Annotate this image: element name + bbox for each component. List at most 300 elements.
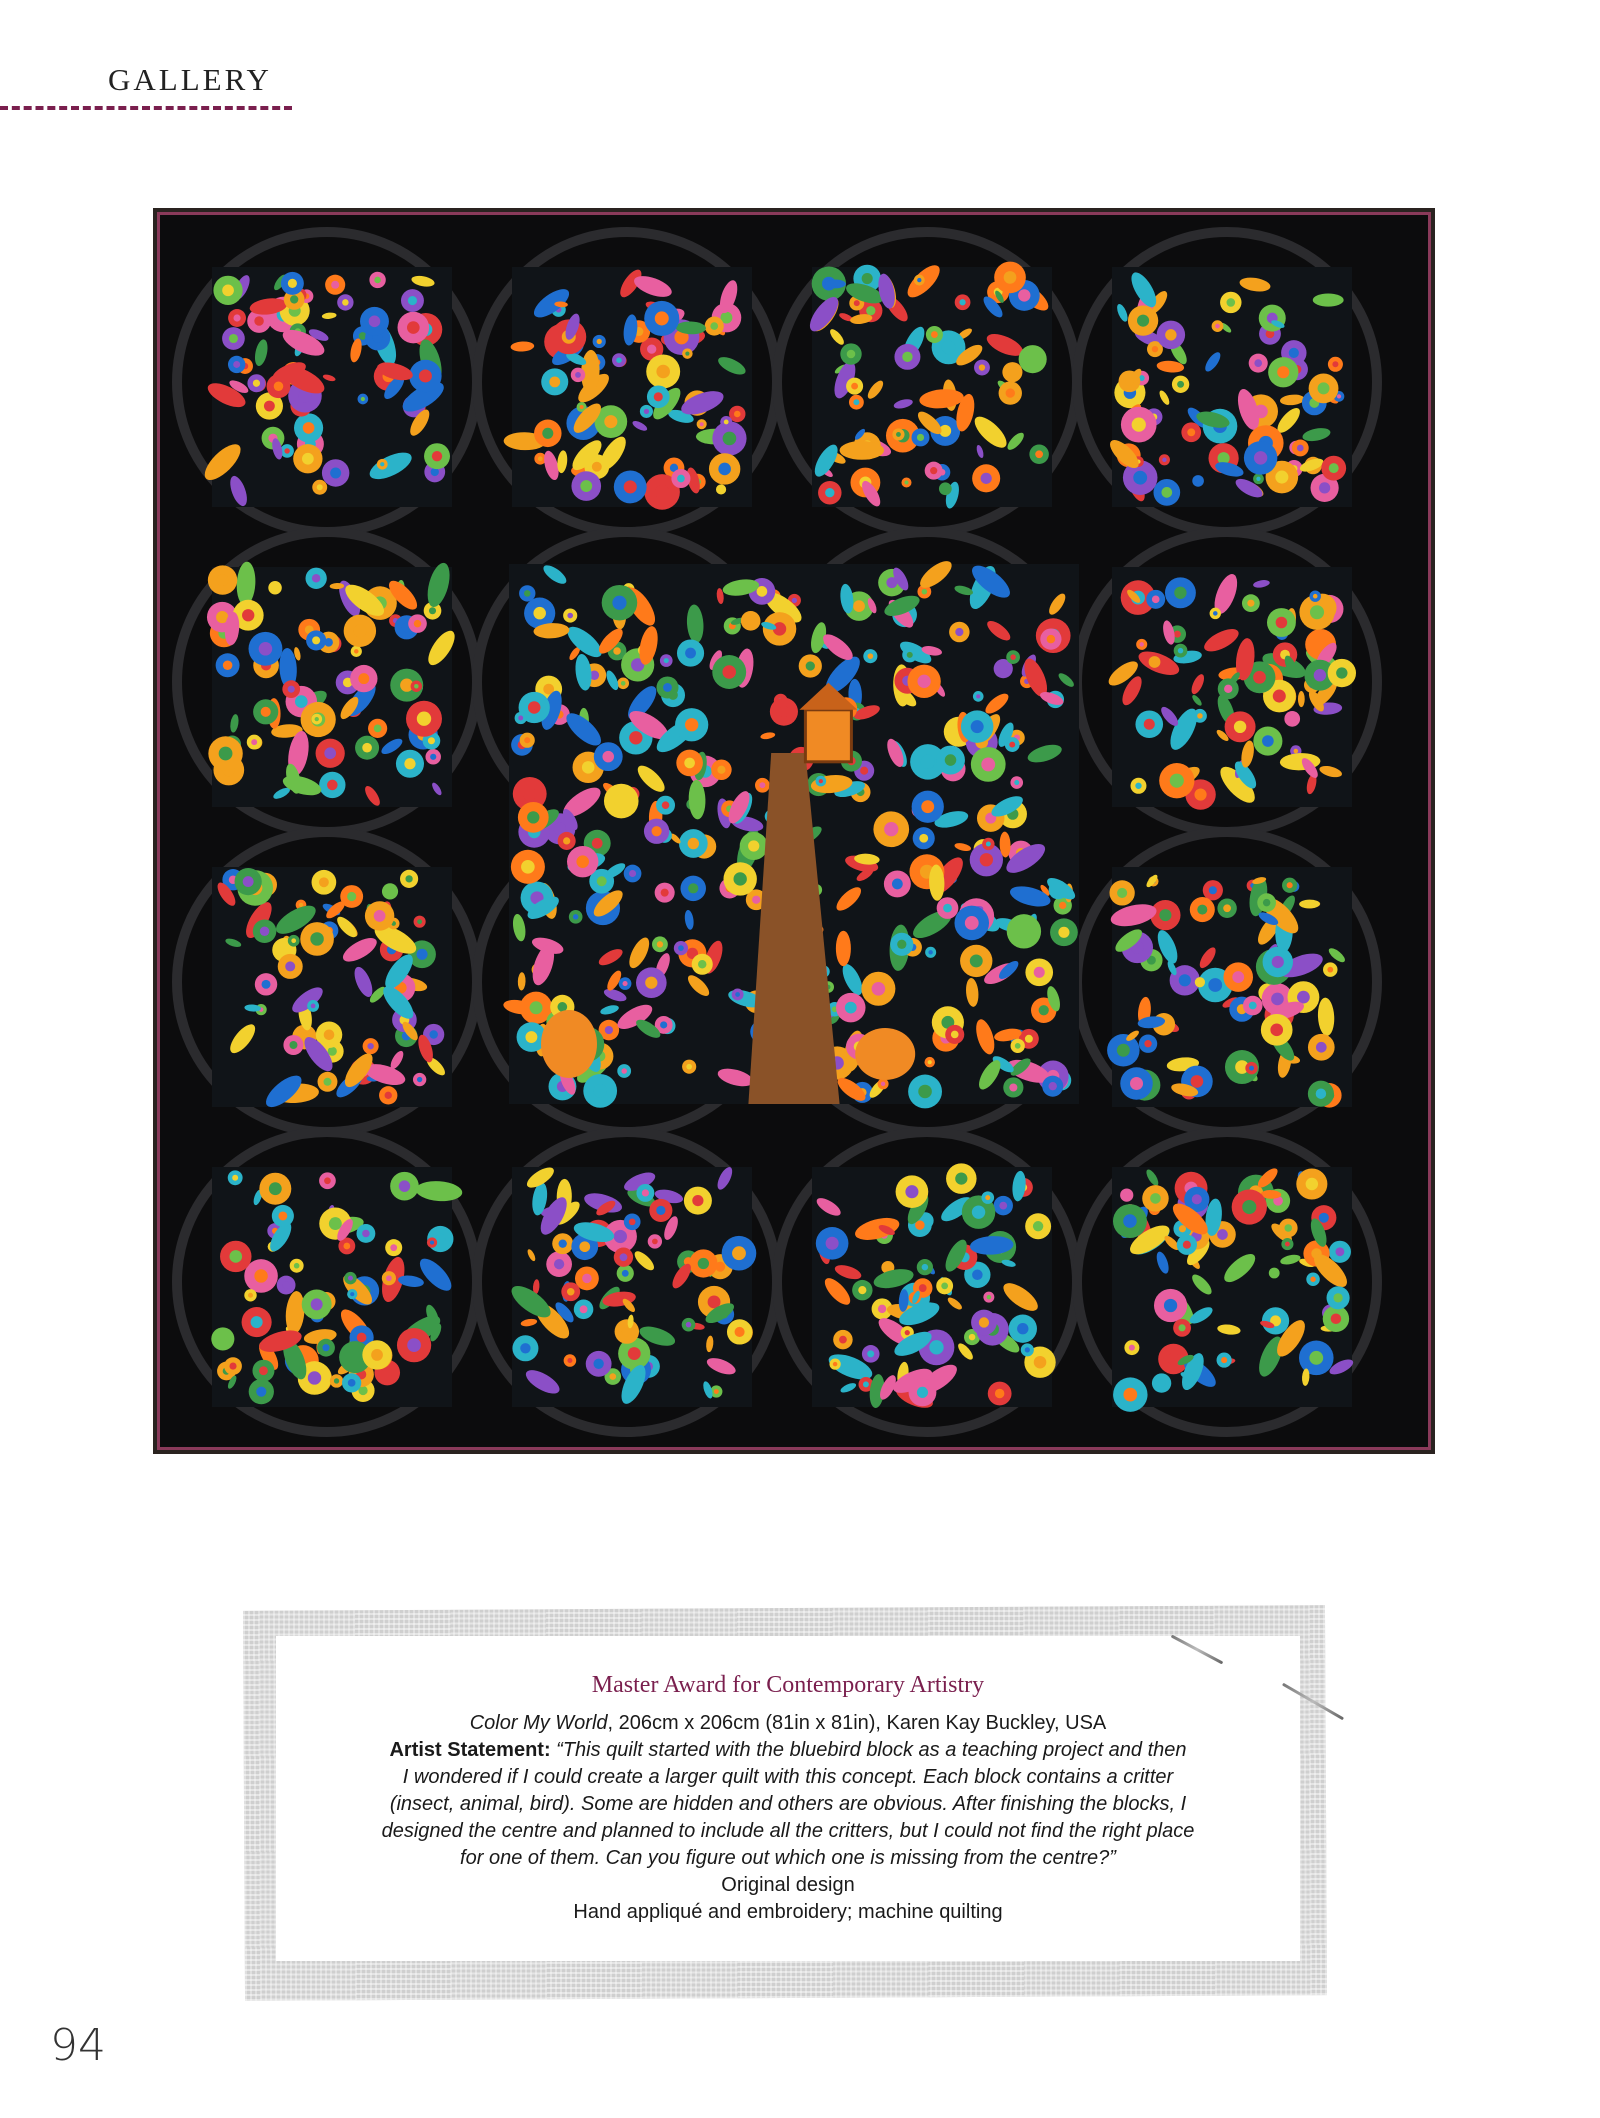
flower-center [1249, 1066, 1254, 1071]
flower-center [419, 369, 432, 382]
flower-center [416, 949, 427, 960]
section-header [0, 62, 295, 112]
flower-center [1263, 899, 1270, 906]
flower-center [1224, 685, 1232, 693]
flower-center [604, 415, 617, 428]
flower-center [580, 405, 584, 409]
flower-center [647, 344, 656, 353]
flower-center [390, 1244, 397, 1251]
flower-center [1161, 487, 1172, 498]
flower-center [971, 720, 984, 733]
flower-center [806, 661, 815, 670]
flower-center [955, 628, 963, 636]
award-title: Master Award for Contemporary Artistry [591, 1672, 985, 1698]
flower-center [1125, 377, 1134, 386]
flower-center [677, 475, 685, 483]
flower-center [349, 1351, 362, 1364]
flower-center [1039, 1005, 1049, 1015]
flower-center [348, 1276, 353, 1281]
flower-center [987, 1295, 991, 1299]
flower-center [1319, 482, 1330, 493]
flower-center [748, 840, 759, 851]
flower-center [692, 1195, 703, 1206]
flower-center [860, 767, 868, 775]
page-number: 94 [50, 2020, 106, 2071]
flower-center [1123, 1388, 1137, 1402]
flower-center [1059, 902, 1066, 909]
flower-center [430, 1241, 434, 1245]
flower-center [597, 876, 607, 886]
flower-center [959, 299, 965, 305]
flower-center [905, 1330, 910, 1335]
flower-center [261, 707, 271, 717]
flower-center [1262, 735, 1274, 747]
flower-center [661, 889, 669, 897]
flower-center [624, 480, 637, 493]
flower-center [723, 432, 737, 446]
flower-center [353, 624, 366, 637]
flower-center [521, 860, 535, 874]
flower-center [259, 642, 273, 656]
flower-center [580, 480, 592, 492]
flower-center [311, 1004, 316, 1009]
flower-center [1327, 967, 1333, 973]
flower-center [642, 1189, 649, 1196]
flower-center [942, 341, 956, 355]
flower-center [662, 801, 670, 809]
flower-center [698, 960, 706, 968]
flower-center [1047, 635, 1055, 643]
flower-center [386, 1275, 392, 1281]
flower-center [986, 841, 991, 846]
flower-center [825, 488, 834, 497]
flower-center [1033, 1221, 1043, 1231]
design-line: Original design [721, 1874, 855, 1896]
flower-center [523, 787, 537, 801]
flower-center [1018, 289, 1030, 301]
flower-center [629, 731, 642, 744]
flower-center [254, 316, 263, 325]
flower-center [1010, 654, 1015, 659]
flower-center [1198, 980, 1202, 984]
flower-center [826, 1237, 839, 1250]
flower-center [233, 314, 240, 321]
flower-center [897, 940, 906, 949]
flower-center [1152, 660, 1157, 665]
section-title: GALLERY [108, 62, 272, 97]
flower-center [722, 665, 736, 679]
flower-center [288, 279, 297, 288]
flower-center [229, 1250, 242, 1263]
flower-center [1277, 366, 1289, 378]
flower-center [847, 350, 856, 359]
flower-center [1129, 1345, 1135, 1351]
flower-center [652, 826, 662, 836]
flower-center [428, 737, 435, 744]
flower-center [678, 945, 684, 951]
flower-center [1139, 642, 1143, 646]
flower-center [684, 758, 695, 769]
quilt-details-line [296, 1710, 1280, 1737]
flower-center [652, 1239, 658, 1245]
flower-center [917, 434, 924, 441]
flower-center [1273, 690, 1286, 703]
flower-center [955, 1173, 967, 1185]
flower-center [251, 1316, 263, 1328]
flower-center [614, 794, 628, 808]
flower-center [259, 1366, 268, 1375]
flower-center [348, 1379, 356, 1387]
flower-center [664, 658, 669, 663]
flower-center [655, 311, 669, 325]
flower-center [280, 945, 290, 955]
flower-center [628, 1347, 641, 1360]
flower-center [858, 1286, 866, 1294]
artist-statement-label: Artist Statement: [389, 1739, 551, 1761]
flower-center [1270, 1023, 1283, 1036]
flower-center [685, 648, 696, 659]
flower-center [1165, 329, 1176, 340]
flower-center [549, 376, 560, 387]
flower-center [981, 757, 995, 771]
flower-center [845, 1002, 857, 1014]
flower-center [1196, 479, 1201, 484]
flower-center [872, 982, 886, 996]
flower-center [663, 683, 672, 692]
flower-center [1247, 600, 1254, 607]
flower-center [417, 712, 431, 726]
flower-center [1034, 967, 1045, 978]
flower-center [999, 665, 1007, 673]
flower-center [854, 300, 860, 306]
flower-center [319, 877, 329, 887]
flower-center [1144, 719, 1155, 730]
flower-center [1164, 1299, 1177, 1312]
flower-center [1034, 1356, 1047, 1369]
flower-center [385, 1092, 392, 1099]
flower-center [290, 295, 298, 303]
flower-center [233, 361, 240, 368]
flower-center [1217, 1229, 1228, 1240]
flower-center [1209, 886, 1217, 894]
flower-center [317, 484, 323, 490]
flower-center [1008, 368, 1016, 376]
flower-center [747, 617, 755, 625]
flower-center [1123, 1214, 1137, 1228]
flower-center [1174, 587, 1186, 599]
flower-center [717, 766, 725, 774]
flower-center [580, 1305, 588, 1313]
flower-center [399, 1180, 410, 1191]
flower-center [282, 1281, 290, 1289]
flower-center [1197, 713, 1203, 719]
flower-center [1272, 1271, 1276, 1275]
flower-center [295, 695, 308, 708]
flower-center [253, 380, 260, 387]
quilt-block [212, 1167, 452, 1407]
flower-center [613, 647, 621, 655]
flower-center [324, 747, 336, 759]
flower-center [417, 1077, 422, 1082]
flower-center [1137, 315, 1149, 327]
flower-center [609, 1373, 616, 1380]
flower-center [623, 981, 628, 986]
flower-center [972, 1270, 983, 1281]
flower-center [367, 1043, 373, 1049]
flower-center [995, 1389, 1005, 1399]
flower-center [718, 463, 731, 476]
flower-center [232, 1175, 238, 1181]
flower-center [299, 903, 303, 907]
flower-center [1197, 905, 1207, 915]
flower-center [1287, 882, 1293, 888]
artist-statement-line-4: designed the centre and planned to include all the critters, but I could not find the right place [381, 1820, 1195, 1842]
flower-center [629, 870, 636, 877]
flower-center [1319, 1213, 1329, 1223]
flower-center [1309, 1351, 1323, 1365]
flower-center [1192, 1194, 1202, 1204]
flower-center [1318, 382, 1330, 394]
flower-center [567, 1288, 575, 1296]
flower-center [407, 1338, 421, 1352]
flower-center [1337, 394, 1341, 398]
caption-card [276, 1636, 1300, 1961]
flower-center [542, 428, 553, 439]
flower-center [1058, 927, 1069, 938]
flower-center [735, 1327, 745, 1337]
caption-text [296, 1710, 1280, 1926]
flower-center [735, 992, 740, 997]
flower-center [1144, 1040, 1151, 1047]
flower-center [593, 1084, 607, 1098]
flower-center [362, 1230, 370, 1238]
flower-center [382, 1367, 392, 1377]
flower-center [254, 1269, 267, 1282]
flower-center [892, 879, 903, 890]
flower-center [1191, 1075, 1204, 1088]
flower-center [533, 607, 545, 619]
flower-center [324, 1078, 332, 1086]
flower-center [334, 1378, 339, 1383]
flower-center [930, 467, 937, 474]
flower-center [1284, 1224, 1292, 1232]
flower-center [655, 485, 669, 499]
flower-center [303, 422, 315, 434]
flower-center [656, 1206, 665, 1215]
flower-center [602, 751, 614, 763]
flower-center [685, 718, 698, 731]
flower-center [928, 1060, 932, 1064]
flower-center [863, 1381, 869, 1387]
flower-center [1333, 1293, 1342, 1302]
flower-center [242, 609, 254, 621]
flower-center [1316, 1042, 1327, 1053]
flower-center [264, 401, 275, 412]
flower-center [878, 1305, 886, 1313]
flower-center [999, 1202, 1007, 1210]
flower-center [525, 1031, 537, 1043]
flower-center [1331, 1313, 1342, 1324]
flower-center [1183, 1241, 1191, 1249]
artist-statement-line-3: (insect, animal, bird). Some are hidden and others are obvious. After finishing the blocks, I [389, 1793, 1187, 1815]
flower-center [1275, 471, 1288, 484]
flower-center [972, 1205, 985, 1218]
quilt-illustration [157, 212, 1431, 1450]
flower-center [732, 1246, 746, 1260]
flower-center [853, 600, 865, 612]
flower-center [862, 273, 873, 284]
flower-center [530, 1001, 543, 1014]
flower-center [1276, 617, 1288, 629]
flower-center [980, 853, 993, 866]
flower-center [965, 916, 979, 930]
flower-center [919, 834, 928, 843]
flower-center [614, 1230, 627, 1243]
flower-center [302, 453, 314, 465]
flower-center [752, 896, 760, 904]
flower-center [361, 397, 365, 401]
flower-center [554, 1259, 564, 1269]
flower-center [654, 392, 663, 401]
flower-center [429, 607, 436, 614]
flower-center [1289, 716, 1295, 722]
flower-center [688, 838, 699, 849]
flower-center [605, 1026, 613, 1034]
flower-center [1194, 788, 1206, 800]
flower-center [592, 838, 603, 849]
flower-center [1025, 1035, 1033, 1043]
flower-center [976, 694, 980, 698]
quilt-details: , 206cm x 206cm (81in x 81in), Karen Kay Buckley, USA [607, 1712, 1107, 1734]
flower-center [616, 357, 622, 363]
flower-center [866, 306, 875, 315]
leaf-motif [836, 931, 851, 966]
quilt-photo [153, 208, 1435, 1454]
flower-center [1223, 904, 1231, 912]
flower-center [567, 1358, 572, 1363]
flower-center [853, 399, 859, 405]
leaf-motif [825, 280, 846, 289]
flower-center [1006, 388, 1015, 397]
flower-center [308, 1371, 321, 1384]
flower-center [285, 961, 295, 971]
flower-center [1336, 667, 1347, 678]
flower-center [1289, 348, 1299, 358]
flower-center [1004, 271, 1017, 284]
flower-center [573, 914, 578, 919]
flower-center [660, 1021, 667, 1028]
artist-statement-line-2: I wondered if I could create a larger quilt with this concept. Each block contains a critter [402, 1766, 1174, 1788]
flower-center [792, 598, 797, 603]
flower-center [1025, 1347, 1030, 1352]
flower-center [1187, 428, 1195, 436]
flower-center [312, 636, 320, 644]
flower-center [921, 755, 935, 769]
flower-center [1133, 471, 1147, 485]
flower-center [597, 339, 602, 344]
flower-center [347, 892, 356, 901]
flower-center [951, 1031, 959, 1039]
leaf-motif [1313, 293, 1344, 306]
flower-center [1152, 346, 1158, 352]
flower-center [369, 316, 381, 328]
flower-center [288, 686, 295, 693]
flower-center [881, 1082, 885, 1086]
flower-center [1014, 780, 1019, 785]
flower-center [724, 420, 729, 425]
flower-center [278, 1212, 287, 1221]
leaf-motif [840, 441, 885, 460]
flower-center [839, 1336, 847, 1344]
flower-center [262, 980, 271, 989]
flower-center [1130, 1077, 1143, 1090]
flower-center [1242, 1200, 1256, 1214]
flower-center [1049, 1082, 1057, 1090]
flower-center [1035, 450, 1043, 458]
flower-center [645, 977, 657, 989]
flower-center [928, 950, 932, 954]
flower-center [685, 351, 689, 355]
technique-line: Hand appliqué and embroidery; machine quilting [573, 1901, 1003, 1923]
flower-center [851, 383, 858, 390]
flower-center [644, 409, 649, 414]
flower-center [1316, 1088, 1326, 1098]
flower-center [1285, 1242, 1290, 1247]
flower-center [324, 1029, 335, 1040]
flower-center [289, 1041, 297, 1049]
flower-center [970, 954, 983, 967]
flower-center [621, 681, 626, 686]
flower-center [310, 932, 323, 945]
flower-center [1297, 991, 1310, 1004]
flower-center [941, 1282, 948, 1289]
flower-center [315, 717, 319, 721]
flower-center [1208, 978, 1222, 992]
flower-center [917, 278, 921, 282]
flower-center [1306, 1178, 1318, 1190]
flower-center [1179, 974, 1191, 986]
flower-center [629, 1218, 636, 1225]
flower-center [1314, 669, 1326, 681]
flower-center [884, 822, 898, 836]
flower-center [969, 1334, 975, 1340]
flower-center [559, 1239, 567, 1247]
flower-center [358, 673, 369, 684]
flower-center [1150, 1193, 1161, 1204]
flower-center [686, 1064, 692, 1070]
flower-center [1162, 458, 1166, 462]
flower-center [698, 1258, 709, 1269]
flower-center [362, 743, 372, 753]
flower-center [1313, 594, 1318, 599]
flower-center [620, 1253, 628, 1261]
flower-center [579, 1241, 590, 1252]
flower-center [657, 941, 663, 947]
flower-center [576, 855, 589, 868]
flower-center [430, 754, 436, 760]
flower-center [592, 462, 602, 472]
flower-center [1178, 1324, 1185, 1331]
flower-center [1124, 1192, 1129, 1197]
flower-center [943, 486, 948, 491]
flower-center [322, 1344, 329, 1351]
flower-center [414, 620, 421, 627]
flower-center [1294, 749, 1299, 754]
fox-motif [541, 1010, 597, 1078]
flower-center [405, 875, 412, 882]
flower-center [387, 888, 393, 894]
flower-center [719, 487, 723, 491]
